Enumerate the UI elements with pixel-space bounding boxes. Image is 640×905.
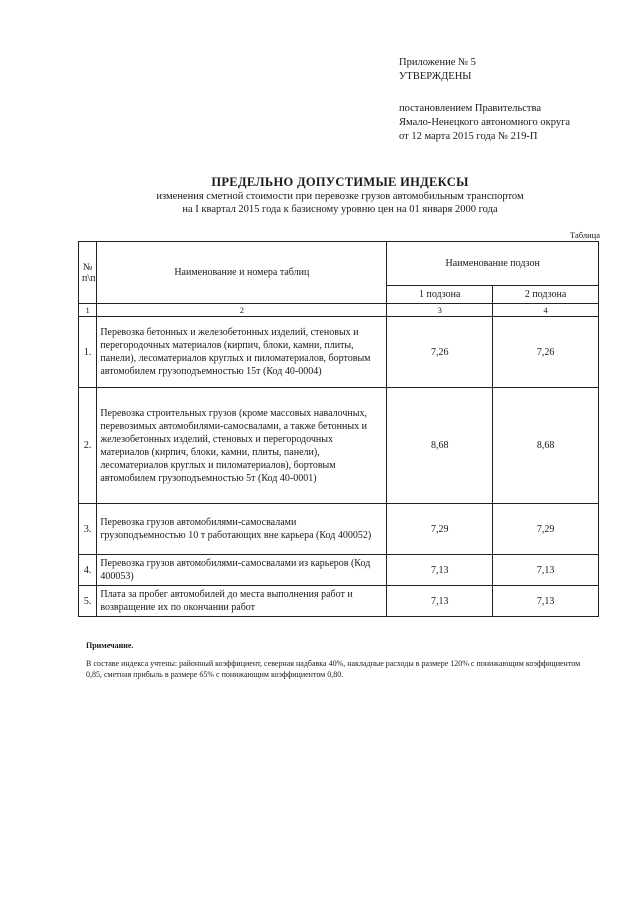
row-name: Перевозка бетонных и железобетонных изделий, стеновых и перегородочных материалов (кирпич, блоки, камни, плиты, панели), лесоматериалов круглых и пиломатериалов, бортовым автомобилем грузоподъемностью 15т (Код 40-0004) (97, 317, 387, 388)
row-name: Перевозка грузов автомобилями-самосвалами грузоподъемностью 10 т работающих вне карьера (Код 400052) (97, 504, 387, 555)
row-number: 3. (79, 504, 97, 555)
header-number: № п\п (79, 242, 97, 304)
row-zone-1-value: 7,13 (387, 555, 493, 586)
column-number-1: 1 (79, 304, 97, 317)
row-zone-1-value: 7,26 (387, 317, 493, 388)
note-title: Примечание. (86, 641, 134, 650)
row-zone-1-value: 7,13 (387, 586, 493, 617)
table-row (79, 388, 599, 504)
note-block (86, 640, 596, 680)
document-subtitle-line1: изменения сметной стоимости при перевозке грузов автомобильным транспортом (156, 191, 524, 202)
header-zone-1: 1 подзона (387, 286, 493, 304)
table-row (79, 586, 599, 617)
document-title: ПРЕДЕЛЬНО ДОПУСТИМЫЕ ИНДЕКСЫ (211, 175, 469, 189)
appendix-number: Приложение № 5 (399, 57, 476, 68)
row-zone-2-value: 7,29 (493, 504, 599, 555)
approval-block (399, 56, 619, 144)
resolution-line: постановлением Правительства (399, 103, 542, 114)
approved-label: УТВЕРЖДЕНЫ (399, 71, 472, 82)
row-zone-1-value: 7,29 (387, 504, 493, 555)
row-name: Перевозка строительных грузов (кроме массовых навалочных, перевозимых автомобилями-самосвалами, а также бетонных и железобетонных изделий, стеновых и перегородочных материалов (кирпич, блоки, камни, плиты, панели), лесоматериалов круглых и пиломатериалов), бортовым автомобилем грузоподъемностью 5т (Код 40-0001) (97, 388, 387, 504)
row-zone-2-value: 7,13 (493, 586, 599, 617)
row-zone-2-value: 7,26 (493, 317, 599, 388)
row-number: 5. (79, 586, 97, 617)
row-zone-2-value: 8,68 (493, 388, 599, 504)
region-line: Ямало-Ненецкого автономного округа (399, 117, 571, 128)
table-row (79, 504, 599, 555)
table-row (79, 317, 599, 388)
document-heading (60, 175, 620, 216)
row-number: 1. (79, 317, 97, 388)
table-row (79, 555, 599, 586)
row-number: 2. (79, 388, 97, 504)
document-subtitle-line2: на I квартал 2015 года к базисному уровню цен на 01 января 2000 года (182, 204, 498, 215)
column-number-3: 3 (387, 304, 493, 317)
table-label: Таблица (570, 230, 600, 240)
indices-table (78, 241, 599, 617)
column-number-4: 4 (493, 304, 599, 317)
note-text: В составе индекса учтены: районный коэффициент, северная надбавка 40%, накладные расходы в размере 120% с понижающим коэффициентом 0,85, сметная прибыль в размере 65% с понижающим коэффициентом 0,80. (86, 659, 581, 679)
column-number-2: 2 (97, 304, 387, 317)
row-name: Перевозка грузов автомобилями-самосвалами из карьеров (Код 400053) (97, 555, 387, 586)
row-number: 4. (79, 555, 97, 586)
row-name: Плата за пробег автомобилей до места выполнения работ и возвращение их по окончании работ (97, 586, 387, 617)
header-zones: Наименование подзон (387, 242, 599, 286)
resolution-date: от 12 марта 2015 года № 219-П (399, 131, 538, 142)
row-zone-2-value: 7,13 (493, 555, 599, 586)
header-zone-2: 2 подзона (493, 286, 599, 304)
row-zone-1-value: 8,68 (387, 388, 493, 504)
header-name: Наименование и номера таблиц (97, 242, 387, 304)
